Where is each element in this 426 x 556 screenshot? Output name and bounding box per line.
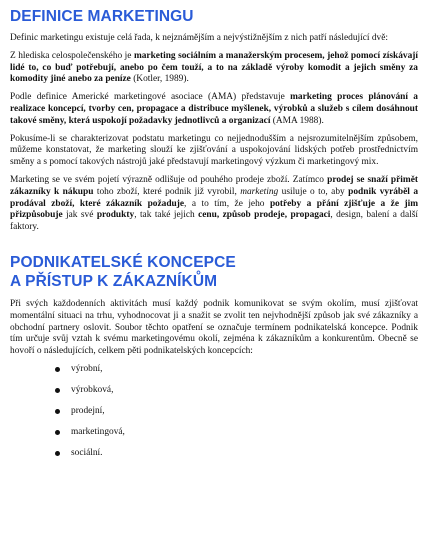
paragraph-business-concepts: Při svých každodenních aktivitách musí každý podnik komunikovat se svým okolím, musí zjišťovat momentální situaci na trhu, vyhodnocovat ji a snažit se zvolit ten nejvhodnější způsob jak své zákazníky a obchodní partnery oslovit. Soubor těchto opatření se označuje termínem podnikatelská koncepce. Podnik tím určuje svůj vztah k svému marketingovému okolí, zejména k zákazníkům a konkurentům. Obecně se hovoří o následujících, celkem pěti podnikatelských koncepcích: [10, 298, 418, 357]
list-item-label: sociální. [71, 447, 103, 458]
text: Marketing se ve svém pojetí výrazně odlišuje od pouhého prodeje zboží. Zatímco [10, 174, 328, 185]
concepts-list [10, 364, 418, 469]
text: Podle definice Americké marketingové asociace (AMA) představuje [10, 92, 291, 103]
heading-line-1: PODNIKATELSKÉ KONCEPCE [10, 253, 236, 271]
list-item [55, 385, 418, 406]
text: jak své [62, 210, 97, 221]
bullet-icon [55, 451, 60, 456]
heading-podnikatelske-koncepce [10, 253, 418, 291]
bullet-icon [55, 367, 60, 372]
bold-text: podnik vyráběl a prodával zboží, které zákazník požaduje [10, 186, 419, 209]
bold-text: cenu, způsob prodeje, propagaci [198, 210, 331, 221]
paragraph-ama-definition [10, 92, 418, 127]
bold-text: potřeby a přání zjišťuje a že jim přizpůsobuje [10, 198, 419, 221]
list-item-label: marketingová, [71, 426, 125, 437]
text: , a to tím, že jeho [184, 198, 270, 209]
bullet-icon [55, 430, 60, 435]
bullet-icon [55, 409, 60, 414]
list-item-label: výrobní, [71, 363, 103, 374]
citation: (AMA 1988). [270, 115, 324, 126]
heading-definice-marketingu: DEFINICE MARKETINGU [10, 8, 194, 25]
heading-line-2: A PŘÍSTUP K ZÁKAZNÍKŮM [10, 272, 218, 290]
italic-text: marketing [240, 186, 279, 197]
paragraph-marketing-vs-sales [10, 175, 418, 234]
bold-text: marketing sociálním a manažerským procesem, jehož pomocí získávají lidé to, co buď potřebují, anebo po čem touží, a to na základě výroby komodit a jejich směny za komodity jiné anebo za peníze [10, 50, 418, 85]
paragraph-intro: Definic marketingu existuje celá řada, k nejznámějším a nejvýstižnějším z nich patří následující dvě: [10, 33, 388, 43]
citation: (Kotler, 1989). [130, 74, 189, 85]
list-item [55, 364, 418, 385]
list-item-label: výrobková, [71, 384, 114, 395]
bullet-icon [55, 388, 60, 393]
list-item [55, 406, 418, 427]
bold-text: prodej se snaží přimět zákazníky k nákupu [10, 174, 419, 197]
list-item [55, 427, 418, 448]
text: usiluje o to, aby [278, 186, 349, 197]
paragraph-simple-characterization: Pokusíme-li se charakterizovat podstatu marketingu co nejjednodušším a nejsrozumitelnějším způsobem, můžeme konstatovat, že marketing slouží ke zjišťování a uspokojování lidských potřeb prostřednictvím směny a s pomocí takových nástrojů jaké představují marketingový výzkum či marketingový mix. [10, 133, 418, 168]
paragraph-kotler-definition [10, 51, 418, 86]
bold-text: produkty [96, 210, 135, 221]
text: toho zboží, které podnik již vyrobil, [93, 186, 241, 197]
text: , design, balení a další faktory. [10, 210, 419, 233]
text: , tak také jejich [134, 210, 199, 221]
text: Z hlediska celospolečenského je [10, 50, 134, 61]
list-item [55, 448, 418, 469]
bold-text: marketing proces plánování a realizace koncepcí, tvorby cen, propagace a distribuce myšlenek, výrobků a služeb s cílem dosáhnout takové směny, která uspokojí požadavky jednotlivců a organizací [10, 92, 418, 126]
list-item-label: prodejní, [71, 405, 105, 416]
